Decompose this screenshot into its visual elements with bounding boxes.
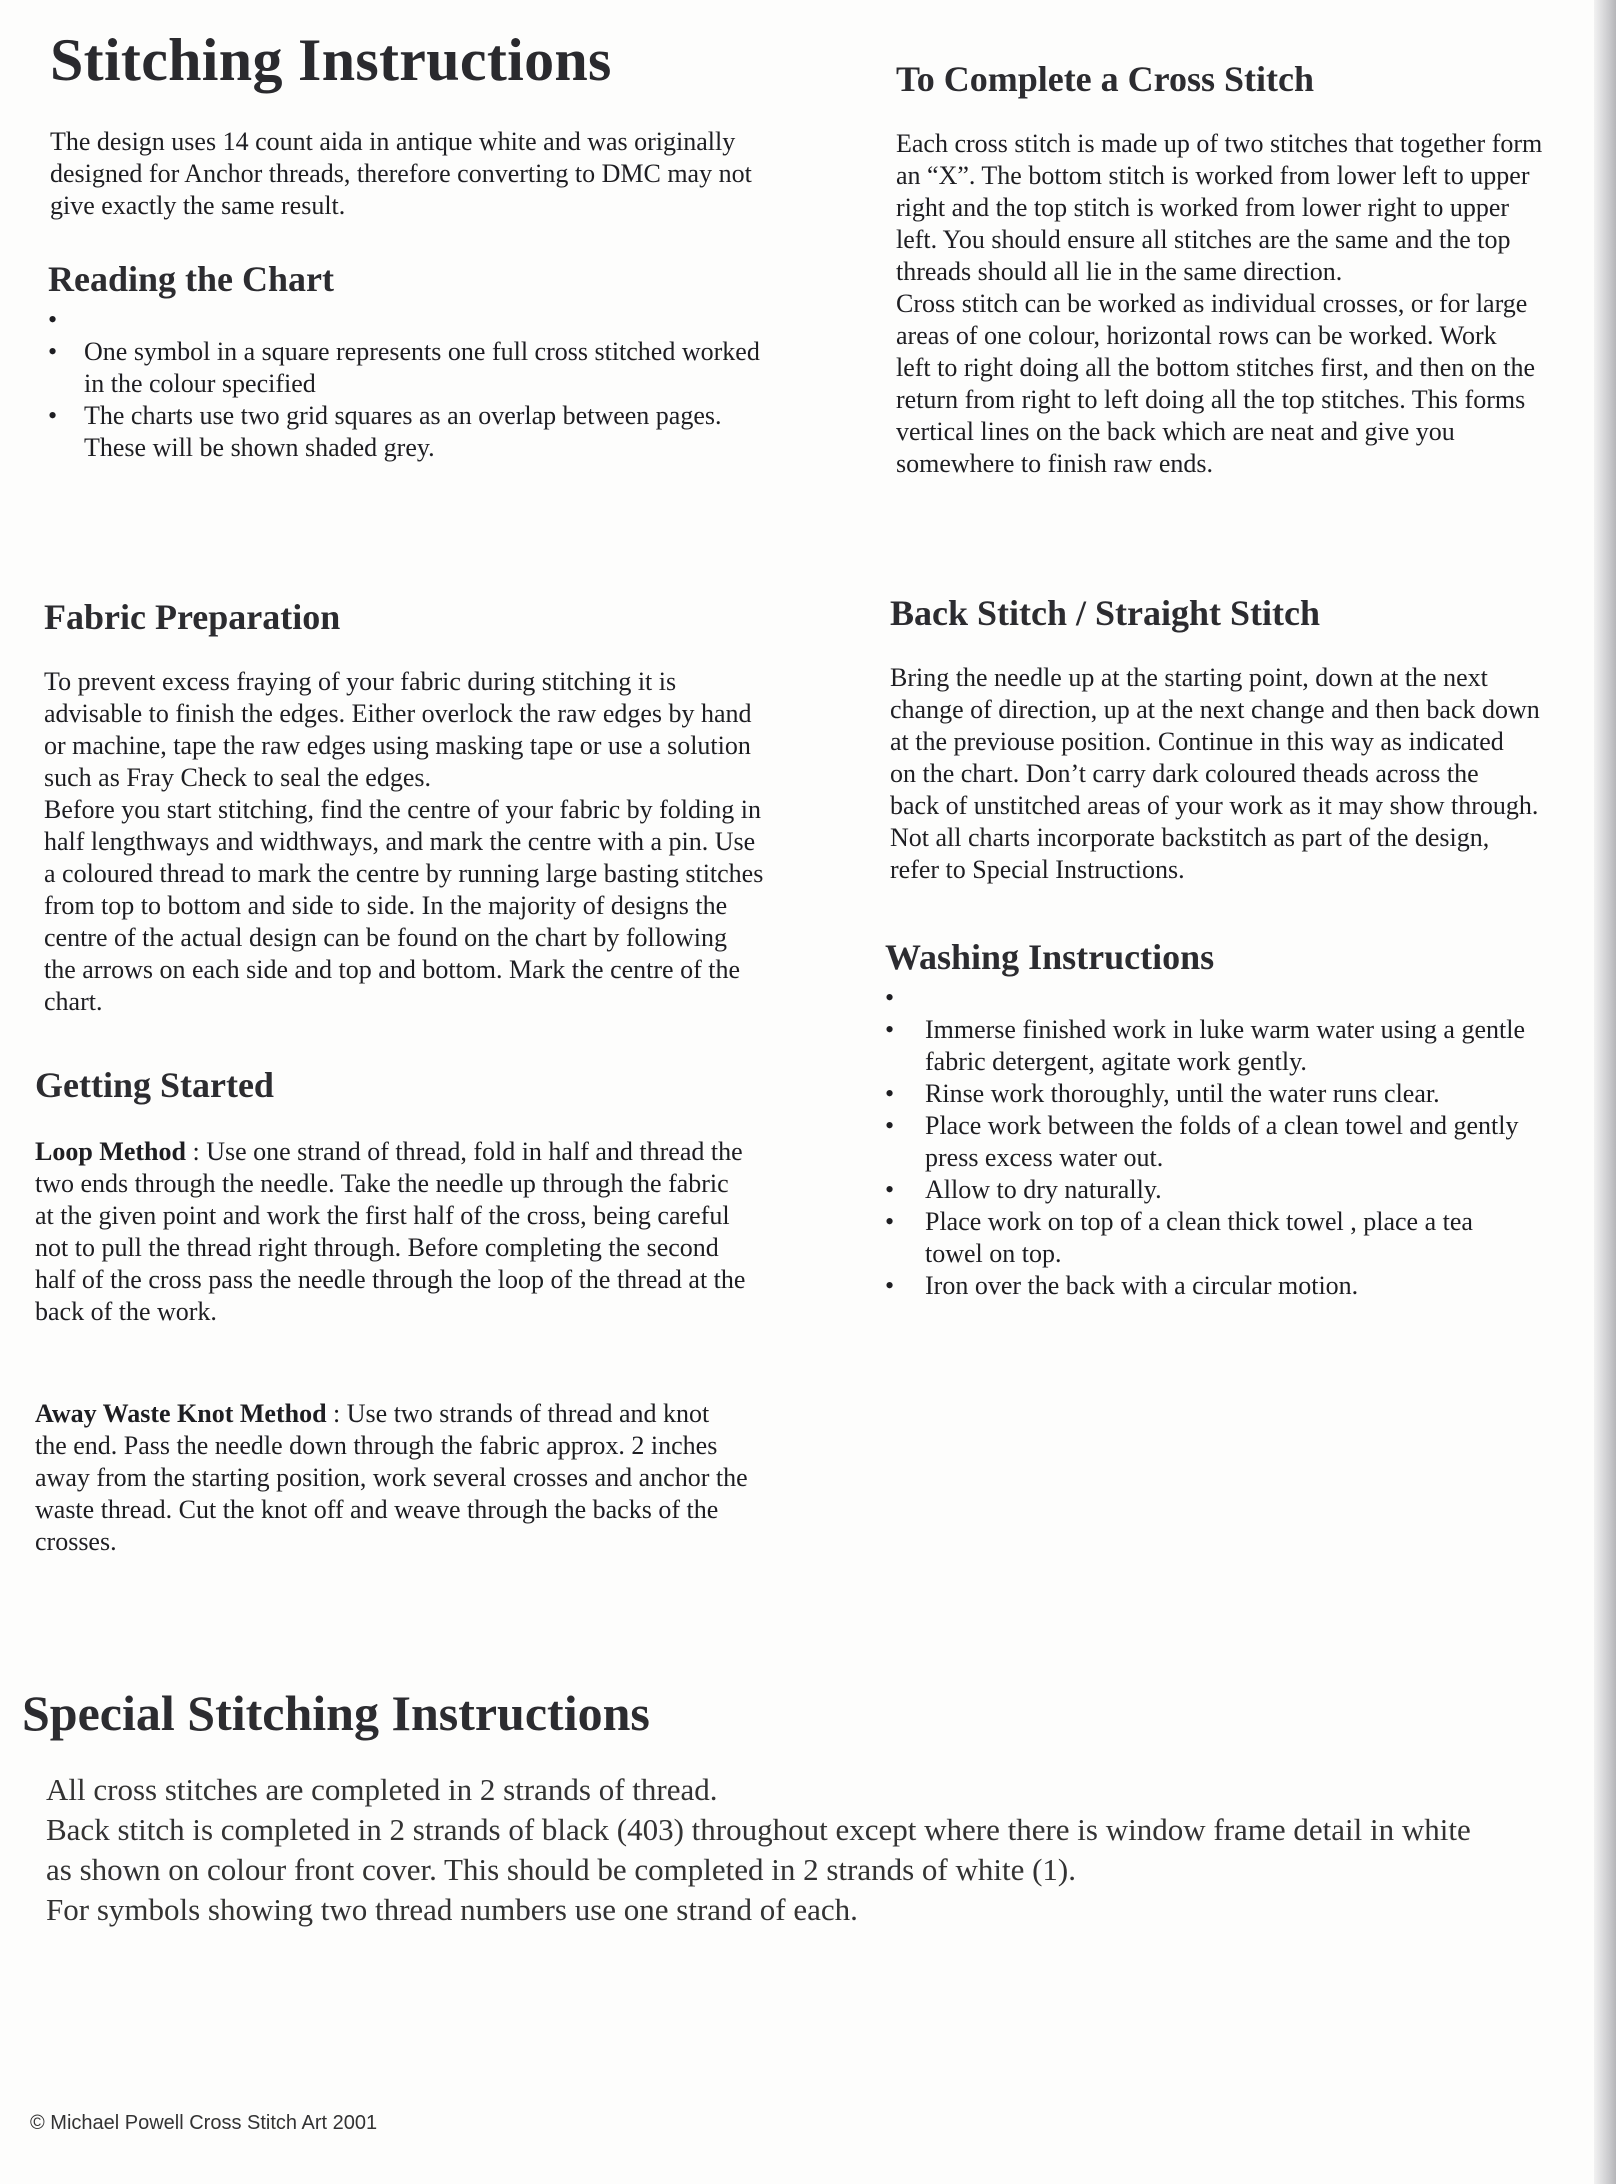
cross-stitch-heading: To Complete a Cross Stitch	[896, 59, 1315, 99]
intro-paragraph	[50, 126, 752, 222]
bullet-icon: •	[885, 1271, 895, 1300]
list-item-line: Iron over the back with a circular motion.	[925, 1271, 1359, 1300]
list-item-line: towel on top.	[925, 1239, 1062, 1268]
backstitch-paragraph	[890, 662, 1540, 886]
text-line: left to right doing all the bottom stitches first, and then on the	[896, 353, 1536, 382]
away-knot-paragraph	[35, 1398, 748, 1558]
washing-section	[885, 936, 1525, 1302]
list-item-line: These will be shown shaded grey.	[84, 433, 435, 462]
text-line: To prevent excess fraying of your fabric during stitching it is	[44, 667, 677, 696]
away-knot-text: : Use two strands of thread and knot	[326, 1399, 710, 1428]
bullet-icon: •	[885, 1175, 895, 1204]
cross-stitch-section	[896, 58, 1542, 480]
list-item	[885, 1078, 1525, 1110]
bullet-icon: •	[48, 305, 58, 334]
reading-heading: Reading the Chart	[48, 259, 334, 299]
bullet-icon: •	[885, 1079, 895, 1108]
washing-bullets	[885, 1014, 1525, 1302]
text-line: designed for Anchor threads, therefore converting to DMC may not	[50, 159, 752, 188]
away-knot-lines	[35, 1430, 748, 1558]
text-line: half lengthways and widthways, and mark the centre with a pin. Use	[44, 827, 756, 856]
bullet-icon: •	[885, 1015, 895, 1044]
bullet-icon: •	[48, 337, 58, 366]
loop-method-label: Loop Method	[35, 1137, 186, 1166]
list-item-line: Allow to dry naturally.	[925, 1175, 1162, 1204]
text-line: Back stitch is completed in 2 strands of black (403) throughout except where there is window frame detail in white	[46, 1812, 1471, 1847]
text-line: Before you start stitching, find the centre of your fabric by folding in	[44, 795, 761, 824]
list-item-line: press excess water out.	[925, 1143, 1164, 1172]
bullet-icon: •	[885, 1207, 895, 1236]
list-item-line: Rinse work thoroughly, until the water runs clear.	[925, 1079, 1440, 1108]
text-line: right and the top stitch is worked from lower right to upper	[896, 193, 1510, 222]
text-line: chart.	[44, 987, 103, 1016]
text-line: the arrows on each side and top and bottom. Mark the centre of the	[44, 955, 740, 984]
page-title: Stitching Instructions	[50, 27, 612, 93]
text-line: Cross stitch can be worked as individual crosses, or for large	[896, 289, 1528, 318]
text-line: at the previouse position. Continue in this way as indicated	[890, 727, 1504, 756]
list-item	[885, 1206, 1525, 1270]
fabric-paragraph	[44, 666, 763, 1018]
text-line: somewhere to finish raw ends.	[896, 449, 1213, 478]
text-line: at the given point and work the first half of the cross, being careful	[35, 1201, 730, 1230]
list-item-line: in the colour specified	[84, 369, 316, 398]
list-item-line: fabric detergent, agitate work gently.	[925, 1047, 1307, 1076]
text-line: two ends through the needle. Take the needle up through the fabric	[35, 1169, 729, 1198]
text-line: return from right to left doing all the top stitches. This forms	[896, 385, 1526, 414]
loop-method-text: : Use one strand of thread, fold in half and thread the	[185, 1137, 743, 1166]
empty-bullet	[885, 982, 1525, 1014]
text-line: vertical lines on the back which are neat and give you	[896, 417, 1455, 446]
text-line: threads should all lie in the same direction.	[896, 257, 1343, 286]
text-line: back of unstitched areas of your work as it may show through.	[890, 791, 1539, 820]
text-line: on the chart. Don’t carry dark coloured theads across the	[890, 759, 1479, 788]
text-line: All cross stitches are completed in 2 strands of thread.	[46, 1772, 718, 1807]
text-line: a coloured thread to mark the centre by running large basting stitches	[44, 859, 764, 888]
text-line: crosses.	[35, 1527, 117, 1556]
text-line: as shown on colour front cover. This should be completed in 2 strands of white (1).	[46, 1852, 1076, 1887]
text-line: centre of the actual design can be found on the chart by following	[44, 923, 727, 952]
list-item	[48, 336, 760, 400]
empty-bullet	[48, 304, 760, 336]
text-line: refer to Special Instructions.	[890, 855, 1185, 884]
bullet-icon: •	[885, 983, 895, 1012]
backstitch-section	[890, 592, 1540, 886]
text-line: For symbols showing two thread numbers use one strand of each.	[46, 1892, 858, 1927]
copyright-footer: © Michael Powell Cross Stitch Art 2001	[30, 2112, 378, 2134]
list-item-line: Place work on top of a clean thick towel , place a tea	[925, 1207, 1473, 1236]
page-edge-shadow	[1594, 0, 1616, 2184]
washing-heading: Washing Instructions	[885, 937, 1215, 977]
getting-started-section	[35, 1064, 748, 1558]
reading-section	[48, 258, 760, 464]
fabric-heading: Fabric Preparation	[44, 597, 341, 637]
bullet-icon: •	[48, 401, 58, 430]
list-item-line: One symbol in a square represents one full cross stitched worked	[84, 337, 760, 366]
list-item-line: Place work between the folds of a clean towel and gently	[925, 1111, 1519, 1140]
list-item	[885, 1110, 1525, 1174]
text-line: the end. Pass the needle down through the fabric approx. 2 inches	[35, 1431, 718, 1460]
backstitch-heading: Back Stitch / Straight Stitch	[890, 593, 1321, 633]
bullet-icon: •	[885, 1111, 895, 1140]
text-line: advisable to finish the edges. Either overlock the raw edges by hand	[44, 699, 752, 728]
text-line: back of the work.	[35, 1297, 217, 1326]
fabric-section	[44, 596, 763, 1018]
text-line: from top to bottom and side to side. In the majority of designs the	[44, 891, 728, 920]
text-line: Bring the needle up at the starting point, down at the next	[890, 663, 1488, 692]
list-item	[885, 1270, 1525, 1302]
special-lines	[46, 1770, 1471, 1930]
text-line: waste thread. Cut the knot off and weave through the backs of the	[35, 1495, 719, 1524]
text-line: give exactly the same result.	[50, 191, 346, 220]
list-item-line: The charts use two grid squares as an overlap between pages.	[84, 401, 722, 430]
list-item-line: Immerse finished work in luke warm water using a gentle	[925, 1015, 1525, 1044]
cross-stitch-paragraph	[896, 128, 1542, 480]
text-line: areas of one colour, horizontal rows can be worked. Work	[896, 321, 1497, 350]
reading-bullets	[48, 336, 760, 464]
text-line: Each cross stitch is made up of two stitches that together form	[896, 129, 1543, 158]
text-line: Not all charts incorporate backstitch as part of the design,	[890, 823, 1490, 852]
text-line: not to pull the thread right through. Before completing the second	[35, 1233, 719, 1262]
text-line: away from the starting position, work several crosses and anchor the	[35, 1463, 748, 1492]
special-heading: Special Stitching Instructions	[22, 1685, 650, 1741]
special-paragraph	[46, 1770, 1471, 1930]
getting-started-heading: Getting Started	[35, 1065, 274, 1105]
list-item	[48, 400, 760, 464]
list-item	[885, 1014, 1525, 1078]
loop-method-paragraph	[35, 1136, 748, 1328]
text-line: or machine, tape the raw edges using masking tape or use a solution	[44, 731, 751, 760]
text-line: The design uses 14 count aida in antique white and was originally	[50, 127, 736, 156]
text-line: half of the cross pass the needle through the loop of the thread at the	[35, 1265, 746, 1294]
away-knot-label: Away Waste Knot Method	[35, 1399, 327, 1428]
list-item	[885, 1174, 1525, 1206]
text-line: such as Fray Check to seal the edges.	[44, 763, 432, 792]
text-line: left. You should ensure all stitches are the same and the top	[896, 225, 1511, 254]
text-line: change of direction, up at the next change and then back down	[890, 695, 1540, 724]
text-line: an “X”. The bottom stitch is worked from lower left to upper	[896, 161, 1530, 190]
loop-method-lines	[35, 1168, 748, 1328]
